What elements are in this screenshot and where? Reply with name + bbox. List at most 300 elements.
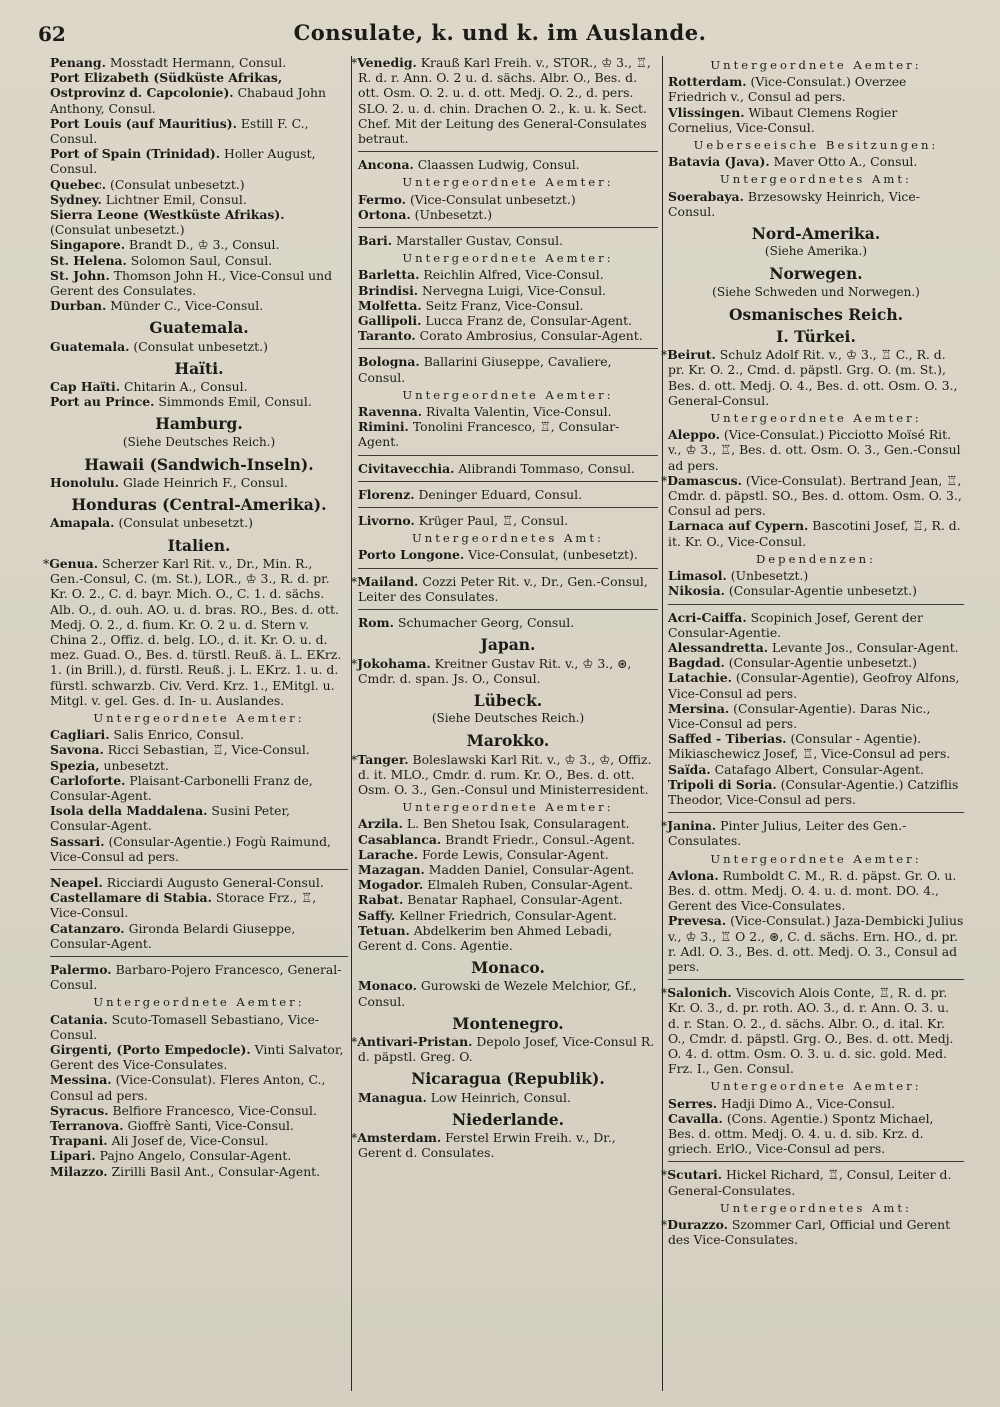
place-name: Gallipoli. — [358, 313, 422, 329]
entry-text: Elmaleh Ruben, Consular-Agent. — [427, 877, 633, 893]
place-name: Civitavecchia. — [358, 460, 455, 476]
entry-text: (Vice-Consulat.) Overzee Friedrich v., Consul ad pers. — [668, 74, 907, 105]
place-name: Milazzo. — [50, 1163, 108, 1179]
subordinate-offices-heading: Untergeordnete Aemter: — [710, 851, 922, 866]
consulate-entry — [358, 404, 658, 419]
entry-text: Brandt D., ♔ 3., Consul. — [128, 237, 280, 253]
subordinate-offices-heading: Dependenzen: — [756, 551, 876, 566]
entry-text: Gironda Belardi Giuseppe, Consular-Agent. — [50, 920, 296, 951]
entry-text: Thomson John H., Vice-Consul und Gerent des Consulates. — [50, 267, 333, 299]
entry-text: Rumboldt C. M., R. d. päpst. Gr. O. u. Bes. d. ottm. Medj. O. 4. u. d. mont. DO. 4., Gerent des Vice-Consulates. — [668, 867, 957, 914]
entry-text: Viscovich Alois Conte, ♖, R. d. pr. Kr. O. 3., d. pr. roth. AO. 3., d. r. Ann. O. 3. u. d. r. Stan. O. 2., d. sächs. Albr. O., d. ital. Kr. O., Cmdr. d. päpstl. Grg. O., Bes. d. ott. Medj. O. 4. d. ottm. Osm. O. 3. u. d. sic. gold. Med. Frz. I., Gen. Consul. — [668, 985, 954, 1077]
consulate-entry — [351, 55, 658, 147]
cross-reference-note: (Siehe Amerika.) — [764, 244, 868, 259]
entry-text: Claassen Ludwig, Consul. — [417, 157, 580, 173]
subordinate-offices-heading: Untergeordnete Aemter: — [402, 175, 614, 190]
consulate-entry — [50, 1118, 348, 1133]
entry-text: Scuto-Tomasell Sebastiano, Vice-Consul. — [50, 1011, 319, 1042]
place-name: Soerabaya. — [668, 188, 744, 204]
entry-text: Benatar Raphael, Consular-Agent. — [407, 892, 623, 908]
subordinate-offices-heading: Untergeordnete Aemter: — [93, 995, 305, 1010]
star-marker: * — [661, 472, 668, 488]
entry-text: Zirilli Basil Ant., Consular-Agent. — [111, 1163, 321, 1179]
place-name: Port of Spain (Trinidad). — [50, 146, 221, 162]
entry-text: Pinter Julius, Leiter des Gen.-Consulates. — [668, 818, 907, 849]
entry-text: Hadji Dimo A., Vice-Consul. — [721, 1095, 896, 1111]
entry-text: Mosstadt Hermann, Consul. — [109, 55, 287, 70]
star-marker: * — [351, 751, 358, 767]
section-separator — [668, 979, 964, 980]
entry-text: (Consular-Agentie). Daras Nic., Vice-Consul ad pers. — [668, 700, 931, 731]
section-separator — [668, 812, 964, 813]
entry-text: (Unbesetzt.) — [730, 568, 809, 584]
running-title: Consulate, k. und k. im Auslande. — [293, 20, 707, 45]
consulate-entry — [50, 394, 348, 409]
place-name: Saffy. — [358, 907, 396, 923]
entry-text: (Consular-Agentie), Geofroy Alfons, Vice-Consul ad pers. — [668, 670, 960, 701]
column-left — [43, 55, 348, 1395]
place-name: Rom. — [358, 615, 394, 631]
star-marker: * — [43, 555, 50, 571]
star-marker: * — [351, 55, 358, 70]
consulate-entry — [358, 157, 658, 172]
consulate-entry — [50, 116, 348, 146]
place-name: Catania. — [50, 1011, 108, 1027]
consulate-entry — [50, 921, 348, 951]
consulate-entry — [661, 818, 964, 849]
place-name: Managua. — [358, 1089, 427, 1105]
place-name: Bologna. — [358, 354, 420, 370]
consulate-entry — [358, 615, 658, 630]
consulate-entry — [358, 233, 658, 248]
consulate-entry — [43, 555, 348, 708]
section-separator — [358, 151, 658, 152]
consulate-entry — [50, 1012, 348, 1042]
column-divider — [351, 56, 352, 1391]
place-name: Salonich. — [667, 985, 732, 1001]
consulate-entry — [50, 379, 348, 394]
consulate-entry — [50, 890, 348, 920]
section-separator — [358, 348, 658, 349]
star-marker: * — [351, 1033, 358, 1049]
entry-text: Solomon Saul, Consul. — [130, 252, 273, 268]
consulate-entry — [668, 1111, 964, 1157]
column-middle — [351, 55, 658, 1395]
entry-text: Hickel Richard, ♖, Consul, Leiter d. General-Consulates. — [668, 1167, 952, 1198]
entry-text: (Consulat unbesetzt.) — [50, 222, 185, 238]
consulate-entry — [50, 803, 348, 833]
country-heading: Honduras (Central-Amerika). — [71, 495, 327, 515]
consulate-entry — [358, 892, 658, 907]
place-name: Venedig. — [357, 55, 417, 70]
place-name: Brindisi. — [358, 282, 419, 298]
place-name: Monaco. — [358, 978, 417, 994]
entry-text: Maver Otto A., Consul. — [773, 154, 918, 170]
place-name: Serres. — [668, 1095, 718, 1111]
entry-text: Forde Lewis, Consular-Agent. — [422, 846, 609, 862]
consulate-entry — [668, 762, 964, 777]
entry-text: (Vice-Consulat). Fleres Anton, C., Consul ad pers. — [50, 1072, 326, 1103]
consulate-entry — [50, 1042, 348, 1072]
place-name: Fermo. — [358, 191, 407, 207]
entry-text: (Consular-Agentie unbesetzt.) — [728, 655, 917, 671]
entry-text: Cozzi Peter Rit. v., Dr., Gen.-Consul, Leiter des Consulates. — [358, 573, 648, 604]
star-marker: * — [661, 818, 668, 834]
star-marker: * — [661, 1217, 668, 1233]
consulate-entry — [661, 985, 964, 1077]
place-name: Scutari. — [667, 1167, 723, 1183]
place-name: Honolulu. — [50, 475, 119, 491]
consulate-entry — [358, 547, 658, 562]
place-name: Latachie. — [668, 670, 732, 686]
place-name: Spezia, — [50, 757, 100, 773]
place-name: Antivari-Pristan. — [357, 1033, 473, 1049]
consulate-entry — [50, 70, 348, 116]
place-name: Girgenti, (Porto Empedocle). — [50, 1041, 251, 1057]
place-name: Durazzo. — [667, 1217, 728, 1233]
consulate-entry — [50, 339, 348, 354]
entry-text: Vice-Consulat, (unbesetzt). — [468, 547, 638, 563]
entry-text: (Vice-Consulat). Bertrand Jean, ♖, Cmdr. d. päpstl. SO., Bes. d. ottom. Osm. O. 3., Consul ad pers. — [668, 472, 962, 519]
consulate-entry — [668, 913, 964, 974]
section-separator — [358, 507, 658, 508]
consulate-entry — [358, 419, 658, 449]
entry-text: Estill F. C., Consul. — [50, 115, 309, 147]
entry-text: (Cons. Agentie.) Spontz Michael, Bes. d. ottm. Medj. O. 4. u. d. sib. Krz. d. griech. ErlO., Vice-Consul ad pers. — [668, 1110, 934, 1157]
place-name: Port Elizabeth (Südküste Afrikas, Ostprovinz d. Capcolonie). — [50, 70, 283, 101]
entry-text: Lucca Franz de, Consular-Agent. — [425, 313, 633, 329]
entry-text: Krauß Karl Freih. v., STOR., ♔ 3., ♖, R. d. r. Ann. O. 2 u. d. sächs. Albr. O., Bes. d. ott. Osm. O. 2. u. d. ott. Medj. O. 2., d. pers. SLO. 2. u. d. chin. Drachen O. 2., k. u. k. Sect. Chef. Mit der Leitung des General-Consulates betraut. — [358, 55, 651, 147]
country-heading: Japan. — [480, 635, 536, 655]
entry-text: Alibrandi Tommaso, Consul. — [458, 460, 635, 476]
place-name: Cap Haïti. — [50, 379, 121, 395]
consulate-entry — [668, 105, 964, 135]
subordinate-offices-heading: Untergeordnete Aemter: — [710, 1079, 922, 1094]
consulate-entry — [668, 701, 964, 731]
place-name: Ravenna. — [358, 404, 423, 420]
place-name: Neapel. — [50, 874, 103, 890]
consulate-entry — [668, 777, 964, 807]
consulate-entry — [50, 1148, 348, 1163]
place-name: Genua. — [49, 555, 99, 571]
place-name: Amapala. — [50, 515, 115, 531]
place-name: Amsterdam. — [357, 1129, 442, 1145]
consulate-entry — [50, 515, 348, 530]
place-name: Porto Longone. — [358, 547, 465, 563]
place-name: Singapore. — [50, 237, 126, 253]
place-name: Rabat. — [358, 892, 404, 908]
consulate-entry — [358, 862, 658, 877]
consulate-entry — [668, 427, 964, 473]
entry-text: Simmonds Emil, Consul. — [158, 394, 312, 410]
entry-text: Scopinich Josef, Gerent der Consular-Agentie. — [668, 609, 923, 640]
star-marker: * — [351, 655, 358, 671]
place-name: Quebec. — [50, 176, 107, 192]
place-name: Carloforte. — [50, 772, 126, 788]
place-name: Palermo. — [50, 961, 112, 977]
place-name: Trapani. — [50, 1133, 108, 1149]
country-heading: Italien. — [167, 535, 231, 555]
place-name: St. John. — [50, 267, 110, 283]
consulate-entry — [351, 573, 658, 604]
consulate-entry — [358, 877, 658, 892]
place-name: Nikosia. — [668, 583, 725, 599]
entry-text: Salis Enrico, Consul. — [113, 727, 244, 743]
consulate-entry — [358, 513, 658, 528]
consulate-entry — [50, 475, 348, 490]
consulate-entry — [668, 583, 964, 598]
entry-text: (Consular-Agentie.) Fogù Raimund, Vice-Consul ad pers. — [50, 833, 331, 864]
subordinate-offices-heading: Ueberseeische Besitzungen: — [693, 138, 939, 153]
place-name: Prevesa. — [668, 913, 727, 929]
entry-text: Boleslawski Karl Rit. v., ♔ 3., ♔, Offiz. d. it. MLO., Cmdr. d. rum. Kr. O., Bes. d. ott. Osm. O. 3., Gen.-Consul und Ministerresident. — [358, 751, 652, 797]
entry-text: Scherzer Karl Rit. v., Dr., Min. R., Gen.-Consul, C. (m. St.), LOR., ♔ 3., R. d. pr. Kr. O. 2., C. d. bayr. Mich. O., C. 1. d. sächs. Alb. O., d. ouh. AO. u. d. bras. RO., Bes. d. ott. Medj. O. 2., d. fium. Kr. O. 2 u. d. Stern v. China 2., Offiz. d. belg. LO., d. it. Kr. O. u. d. mez. Guad. O., Bes. d. türstl. Reuß. ä. L. EKrz. 1. (in Brill.), d. fürstl. Reuß. j. L. EKrz. 1. u. d. fürstl. schwarzb. Civ. Verd. Krz. 1., EMitgl. u. Mitgl. v. gel. Ges. d. In- u. Auslandes. — [50, 555, 342, 708]
consulate-entry — [668, 655, 964, 670]
consulate-entry — [358, 978, 658, 1008]
place-name: Tripoli di Soria. — [668, 776, 777, 792]
consulate-entry — [668, 568, 964, 583]
place-name: Janina. — [667, 818, 717, 834]
country-heading: Hawaii (Sandwich-Inseln). — [84, 454, 314, 474]
consulate-entry — [50, 1164, 348, 1179]
column-divider — [662, 56, 663, 1391]
consulate-entry — [351, 751, 658, 798]
place-name: Mailand. — [357, 573, 419, 589]
place-name: Avlona. — [668, 867, 719, 883]
star-marker: * — [351, 1129, 358, 1145]
subordinate-offices-heading: Untergeordnete Aemter: — [402, 251, 614, 266]
place-name: Arzila. — [358, 816, 403, 832]
entry-text: Tonolini Francesco, ♖, Consular-Agent. — [358, 419, 620, 450]
entry-text: Ferstel Erwin Freih. v., Dr., Gerent d. Consulates. — [358, 1129, 616, 1161]
consulate-entry — [50, 268, 348, 298]
consulate-entry — [358, 923, 658, 953]
consulate-entry — [668, 610, 964, 640]
place-name: Taranto. — [358, 328, 416, 344]
entry-text: (Consulat unbesetzt.) — [118, 515, 253, 531]
place-name: Bagdad. — [668, 655, 725, 671]
place-name: Mogador. — [358, 877, 424, 893]
consulate-entry — [50, 192, 348, 207]
entry-text: Deninger Eduard, Consul. — [418, 486, 583, 502]
consulate-entry — [358, 1090, 658, 1105]
place-name: Barletta. — [358, 267, 420, 283]
consulate-entry — [50, 146, 348, 176]
place-name: Vlissingen. — [668, 104, 745, 120]
place-name: Tanger. — [357, 751, 409, 767]
entry-text: (Vice-Consulat unbesetzt.) — [409, 191, 576, 207]
section-separator — [358, 227, 658, 228]
consulate-entry — [351, 655, 658, 686]
place-name: Acri-Caiffa. — [668, 609, 747, 625]
consulate-entry — [668, 670, 964, 700]
entry-text: Marstaller Gustav, Consul. — [396, 233, 564, 249]
page-number: 62 — [38, 22, 66, 46]
consulate-entry — [50, 773, 348, 803]
place-name: Mersina. — [668, 700, 730, 716]
entry-text: Glade Heinrich F., Consul. — [122, 475, 288, 491]
entry-text: (Consulat unbesetzt.) — [133, 338, 268, 354]
consulate-entry — [661, 1217, 964, 1248]
consulate-entry — [358, 192, 658, 207]
place-name: Mazagan. — [358, 861, 425, 877]
consulate-entry — [668, 640, 964, 655]
entry-text: Ali Josef de, Vice-Consul. — [111, 1133, 269, 1149]
entry-text: Reichlin Alfred, Vice-Consul. — [423, 267, 604, 283]
consulate-entry — [50, 237, 348, 252]
consulate-entry — [50, 758, 348, 773]
consulate-entry — [358, 328, 658, 343]
country-heading: Osmanisches Reich. — [729, 304, 903, 324]
consulate-entry — [358, 354, 658, 384]
entry-text: Vinti Salvator, Gerent des Vice-Consulates. — [50, 1041, 344, 1073]
place-name: Beirut. — [667, 347, 716, 363]
place-name: Penang. — [50, 55, 106, 70]
section-separator — [358, 568, 658, 569]
country-heading: Monaco. — [471, 958, 545, 978]
entry-text: Chabaud John Anthony, Consul. — [50, 85, 326, 116]
consulate-entry — [668, 74, 964, 104]
consulate-entry — [668, 189, 964, 219]
entry-text: Ricciardi Augusto General-Consul. — [106, 874, 324, 890]
country-heading: I. Türkei. — [776, 327, 856, 347]
consulate-entry — [351, 1129, 658, 1161]
consulate-entry — [358, 487, 658, 502]
place-name: Ortona. — [358, 206, 411, 222]
consulate-entry — [668, 731, 964, 761]
place-name: Casablanca. — [358, 831, 442, 847]
country-heading: Niederlande. — [451, 1109, 565, 1129]
place-name: Sierra Leone (Westküste Afrikas). — [50, 207, 285, 223]
section-separator — [358, 609, 658, 610]
entry-text: L. Ben Shetou Isak, Consularagent. — [406, 816, 630, 832]
consulate-entry — [50, 207, 348, 237]
place-name: Jokohama. — [357, 655, 431, 671]
country-heading: Norwegen. — [769, 264, 863, 284]
consulate-entry — [50, 1103, 348, 1118]
place-name: Port Louis (auf Mauritius). — [50, 115, 237, 131]
consulate-entry — [50, 1072, 348, 1102]
place-name: Cagliari. — [50, 727, 110, 743]
country-heading: Hamburg. — [155, 414, 243, 434]
entry-text: Nervegna Luigi, Vice-Consul. — [422, 282, 606, 298]
place-name: Durban. — [50, 298, 107, 314]
entry-text: Münder C., Vice-Consul. — [110, 298, 264, 314]
consulate-entry — [50, 55, 348, 70]
entry-text: Barbaro-Pojero Francesco, General-Consul. — [50, 961, 342, 993]
entry-text: Gurowski de Wezele Melchior, Gf., Consul. — [358, 978, 637, 1009]
place-name: Savona. — [50, 742, 104, 758]
place-name: Rimini. — [358, 419, 409, 435]
consulate-entry — [358, 283, 658, 298]
place-name: Bari. — [358, 233, 393, 249]
country-heading: Montenegro. — [452, 1013, 564, 1033]
entry-text: Bascotini Josef, ♖, R. d. it. Kr. O., Vice-Consul. — [668, 518, 961, 549]
consulate-entry — [50, 727, 348, 742]
entry-text: Storace Frz., ♖, Vice-Consul. — [50, 890, 317, 921]
consulate-entry — [661, 472, 964, 519]
consulate-entry — [668, 868, 964, 914]
consulate-entry — [50, 962, 348, 992]
consulate-entry — [661, 347, 964, 408]
consulate-entry — [661, 1167, 964, 1198]
place-name: Saffed - Tiberias. — [668, 731, 787, 747]
consulate-entry — [668, 154, 964, 169]
entry-text: Szommer Carl, Official und Gerent des Vice-Consulates. — [668, 1217, 951, 1248]
entry-text: Seitz Franz, Vice-Consul. — [425, 297, 584, 313]
section-separator — [668, 1161, 964, 1162]
consulate-entry — [50, 742, 348, 757]
subordinate-offices-heading: Untergeordnete Aemter: — [93, 710, 305, 725]
place-name: Limasol. — [668, 568, 727, 584]
country-heading: Nicaragua (Republik). — [411, 1069, 605, 1089]
section-separator — [358, 481, 658, 482]
section-separator — [668, 604, 964, 605]
entry-text: Schulz Adolf Rit. v., ♔ 3., ♖ C., R. d. pr. Kr. O. 2., Cmd. d. päpstl. Grg. O. (m. St.), Bes. d. ott. Medj. O. 4., Bes. d. ott. Osm. O. 3., General-Consul. — [668, 347, 958, 408]
section-separator — [50, 869, 348, 870]
entry-text: Plaisant-Carbonelli Franz de, Consular-Agent. — [50, 772, 313, 803]
place-name: Sydney. — [50, 191, 102, 207]
subordinate-offices-heading: Untergeordnetes Amt: — [412, 531, 604, 546]
page-header — [38, 18, 962, 52]
place-name: Livorno. — [358, 513, 415, 529]
consulate-entry — [50, 1133, 348, 1148]
country-heading: Marokko. — [466, 731, 550, 751]
place-name: Terranova. — [50, 1118, 124, 1133]
place-name: Batavia (Java). — [668, 154, 770, 170]
consulate-entry — [668, 518, 964, 548]
entry-text: Madden Daniel, Consular-Agent. — [428, 861, 635, 877]
entry-text: Catafago Albert, Consular-Agent. — [714, 761, 924, 777]
entry-text: Chitarin A., Consul. — [124, 379, 248, 395]
place-name: Aleppo. — [668, 427, 720, 443]
entry-text: Rivalta Valentin, Vice-Consul. — [426, 404, 612, 420]
consulate-entry — [358, 313, 658, 328]
consulate-entry — [50, 177, 348, 192]
entry-text: Pajno Angelo, Consular-Agent. — [99, 1148, 292, 1164]
subordinate-offices-heading: Untergeordnete Aemter: — [402, 387, 614, 402]
country-heading: Nord-Amerika. — [751, 224, 881, 244]
consulate-entry — [668, 1096, 964, 1111]
consulate-entry — [50, 298, 348, 313]
consulate-entry — [50, 253, 348, 268]
entry-text: (Consular-Agentie unbesetzt.) — [728, 583, 918, 599]
entry-text: (Consular-Agentie.) Catziflis Theodor, Vice-Consul ad pers. — [668, 776, 959, 807]
place-name: Florenz. — [358, 486, 415, 502]
star-marker: * — [661, 347, 668, 363]
star-marker: * — [661, 1167, 668, 1183]
country-heading: Haïti. — [174, 358, 224, 378]
place-name: Larache. — [358, 846, 419, 862]
subordinate-offices-heading: Untergeordnetes Amt: — [720, 172, 912, 187]
entry-text: Levante Jos., Consular-Agent. — [772, 639, 959, 655]
place-name: Syracus. — [50, 1102, 109, 1118]
cross-reference-note: (Siehe Deutsches Reich.) — [122, 434, 276, 449]
entry-text: Depolo Josef, Vice-Consul R. d. päpstl. Greg. O. — [358, 1033, 655, 1065]
entry-text: Brzesowsky Heinrich, Vice-Consul. — [668, 188, 920, 219]
consulate-entry — [50, 834, 348, 864]
entry-text: (Vice-Consulat.) Picciotto Moïsé Rit. v., ♔ 3., ♖, Bes. d. ott. Osm. O. 3., Gen.-Consul ad pers. — [668, 427, 961, 473]
place-name: Guatemala. — [50, 338, 130, 354]
entry-text: Wibaut Clemens Rogier Cornelius, Vice-Consul. — [668, 104, 898, 135]
place-name: Cavalla. — [668, 1110, 723, 1126]
entry-text: Ballarini Giuseppe, Cavaliere, Consul. — [358, 354, 612, 385]
subordinate-offices-heading: Untergeordnete Aemter: — [402, 800, 614, 815]
entry-text: Corato Ambrosius, Consular-Agent. — [419, 328, 643, 344]
entry-text: Schumacher Georg, Consul. — [397, 615, 575, 631]
place-name: Tetuan. — [358, 922, 410, 938]
entry-text: Low Heinrich, Consul. — [430, 1089, 571, 1105]
